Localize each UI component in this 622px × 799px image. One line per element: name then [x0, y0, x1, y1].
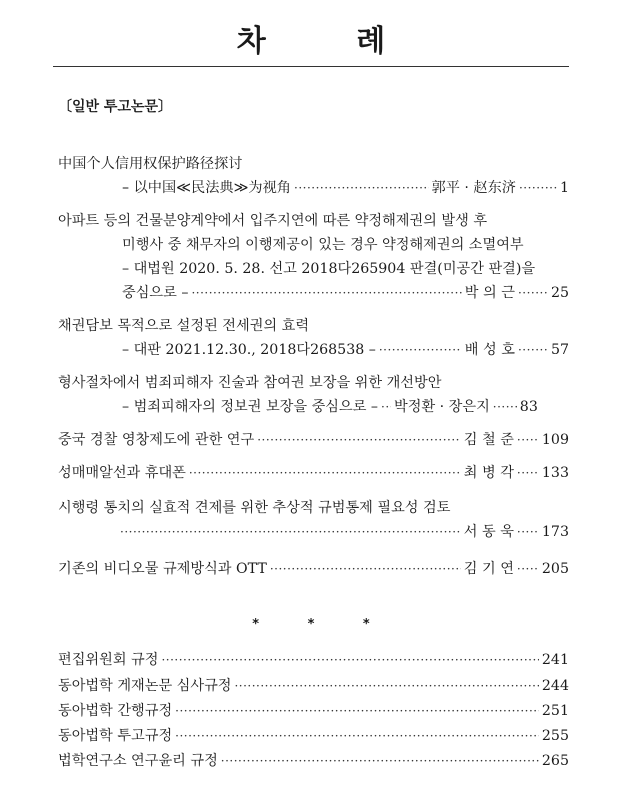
dot-leader	[381, 395, 391, 419]
toc-entry-author: 김 기 연	[463, 561, 514, 577]
title-divider	[53, 66, 569, 67]
toc-entry[interactable]	[58, 428, 569, 452]
toc-entry[interactable]	[122, 395, 569, 419]
toc-entry-page: 25	[550, 285, 569, 301]
toc-entry-page: 57	[550, 342, 569, 358]
toc-entry-page: 109	[541, 432, 569, 448]
dot-leader	[234, 674, 538, 698]
toc-entry-title-text: 中国个人信用权保护路径探讨	[58, 156, 243, 172]
dot-leader	[221, 749, 539, 773]
toc-entry-author: 배 성 호	[464, 342, 515, 358]
regulation-page: 251	[541, 703, 569, 719]
dot-leader	[189, 461, 461, 485]
toc-entry-subtitle: – 대법원 2020. 5. 28. 선고 2018다265904 판결(미공간 판결)을	[122, 261, 536, 277]
toc-entry-subtitle: – 대판 2021.12.30., 2018다268538 –	[122, 342, 376, 358]
regulation-title: 동아법학 투고규정	[58, 728, 173, 744]
toc-entry-title-text: 기존의 비디오물 규제방식과 OTT	[58, 561, 267, 577]
dot-leader	[517, 428, 539, 452]
dot-leader	[518, 338, 548, 362]
dot-leader	[175, 699, 539, 723]
toc-regulation-entry[interactable]	[58, 724, 569, 748]
toc-entry-author: 郭平 · 赵东济	[431, 180, 516, 196]
toc-entry[interactable]	[122, 176, 569, 200]
dot-leader	[270, 557, 461, 581]
toc-entry-title[interactable]	[58, 314, 569, 338]
toc-entry-page: 83	[519, 399, 538, 415]
regulation-title: 법학연구소 연구윤리 규정	[58, 753, 218, 769]
toc-entry-title[interactable]	[58, 152, 569, 176]
toc-entry-page: 133	[541, 465, 569, 481]
toc-regulation-entry[interactable]	[58, 699, 569, 723]
toc-entry-title-text: 성매매알선과 휴대폰	[58, 465, 186, 481]
toc-entry-subtitle: 중심으로 –	[122, 285, 189, 301]
toc-entry-page: 173	[541, 524, 569, 540]
toc-entry-subtitle-line	[122, 257, 569, 281]
dot-leader	[161, 648, 538, 672]
toc-entry-author: 서 동 욱	[463, 524, 514, 540]
toc-entry-title[interactable]	[58, 209, 569, 233]
toc-entry-subtitle: – 범죄피해자의 정보권 보장을 중심으로 –	[122, 399, 379, 415]
dot-leader	[493, 395, 517, 419]
toc-entry-title[interactable]	[58, 371, 569, 395]
toc-regulation-entry[interactable]	[58, 674, 569, 698]
toc-entry[interactable]	[122, 338, 569, 362]
regulation-page: 255	[541, 728, 569, 744]
dot-leader	[257, 428, 461, 452]
regulation-title: 동아법학 간행규정	[58, 703, 173, 719]
regulation-page: 241	[541, 652, 569, 668]
toc-entry-page: 205	[541, 561, 569, 577]
dot-leader	[294, 176, 429, 200]
regulation-page: 265	[541, 753, 569, 769]
dot-leader	[379, 338, 462, 362]
dot-leader	[517, 520, 539, 544]
toc-entry-title-text: 채권담보 목적으로 설정된 전세권의 효력	[58, 318, 310, 334]
toc-entry-title-text: 중국 경찰 영창제도에 관한 연구	[58, 432, 255, 448]
dot-leader	[191, 281, 461, 305]
toc-regulation-entry[interactable]	[58, 648, 569, 672]
toc-regulation-entry[interactable]	[58, 749, 569, 773]
section-separator: * * *	[252, 617, 392, 632]
toc-entry-author: 박 의 근	[464, 285, 515, 301]
section-heading: 〔일반 투고논문〕	[58, 99, 173, 115]
toc-entry[interactable]	[58, 557, 569, 581]
dot-leader	[175, 724, 539, 748]
dot-leader	[517, 461, 539, 485]
toc-entry-title[interactable]	[58, 496, 569, 520]
toc-entry-author: 최 병 각	[463, 465, 514, 481]
toc-entry-title-text: 미행사 중 채무자의 이행제공이 있는 경우 약정해제권의 소멸여부	[122, 237, 524, 253]
regulation-title: 편집위원회 규정	[58, 652, 159, 668]
toc-entry-author: 김 철 준	[463, 432, 514, 448]
regulation-title: 동아법학 게재논문 심사규정	[58, 678, 232, 694]
toc-entry-title-text: 시행령 통치의 실효적 견제를 위한 추상적 규범통제 필요성 검토	[58, 500, 451, 516]
toc-entry[interactable]	[122, 281, 569, 305]
dot-leader	[120, 520, 461, 544]
dot-leader	[517, 557, 539, 581]
toc-entry-title-text: 형사절차에서 범죄피해자 진술과 참여권 보장을 위한 개선방안	[58, 375, 442, 391]
toc-entry-title[interactable]	[122, 233, 569, 257]
regulation-page: 244	[541, 678, 569, 694]
toc-entry[interactable]	[58, 520, 569, 544]
dot-leader	[519, 176, 557, 200]
toc-entry-title-text: 아파트 등의 건물분양계약에서 입주지연에 따른 약정해제권의 발생 후	[58, 213, 488, 229]
toc-entry-author: 박정환 · 장은지	[394, 399, 490, 415]
dot-leader	[518, 281, 548, 305]
page-title: 차 례	[236, 24, 426, 59]
toc-entry-page: 1	[559, 180, 569, 196]
toc-entry[interactable]	[58, 461, 569, 485]
toc-entry-subtitle: – 以中国≪民法典≫为视角	[122, 180, 291, 196]
